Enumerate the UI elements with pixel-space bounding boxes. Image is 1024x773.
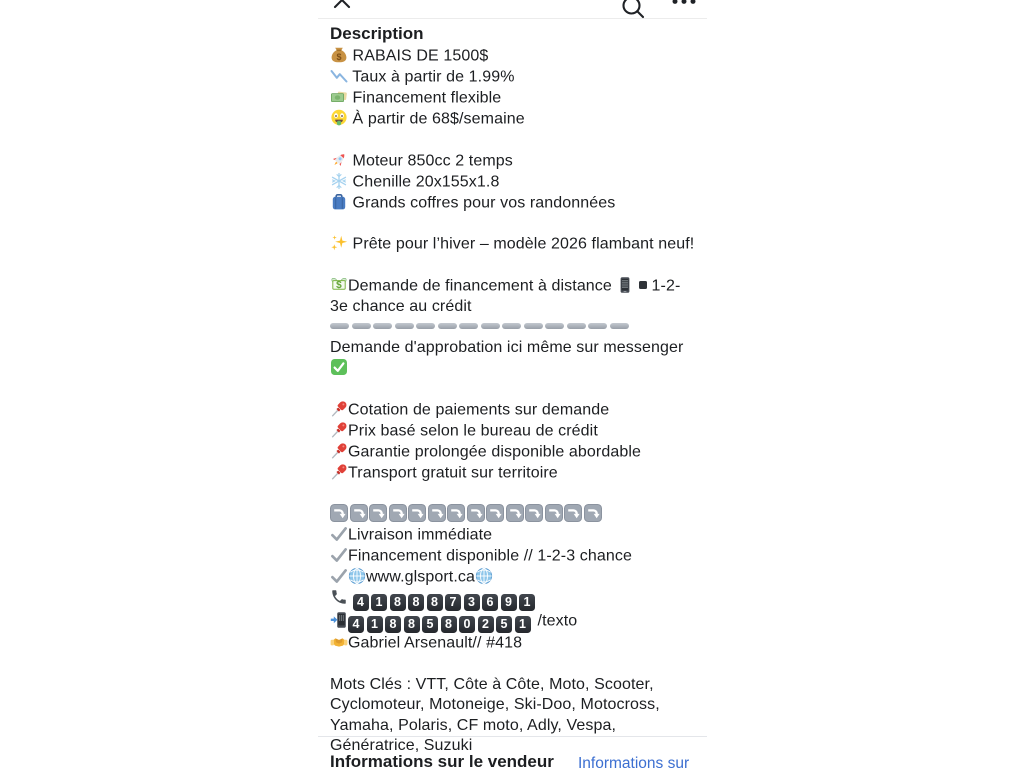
check-gray-icon	[330, 546, 348, 564]
keycap-digit: 9	[501, 594, 517, 611]
text-run: Prête pour l’hiver – modèle 2026 flambant neuf!	[348, 235, 695, 253]
description-line	[330, 88, 695, 109]
seller-info-link[interactable]: Informations sur	[578, 755, 690, 772]
description-line	[330, 421, 695, 442]
arrow-curve-down-icon	[369, 504, 387, 522]
description-line	[330, 46, 695, 67]
globe-icon	[475, 567, 493, 585]
arrow-curve-down-icon	[428, 504, 446, 522]
close-icon[interactable]	[331, 0, 353, 11]
keycap-digit: 5	[422, 616, 438, 633]
text-run: 1-2-3e chance au crédit	[330, 277, 681, 315]
globe-icon	[348, 567, 366, 585]
description-line	[330, 109, 695, 130]
blank-line	[330, 130, 695, 151]
heavy-minus-icon	[502, 323, 521, 329]
sparkles-icon	[330, 234, 348, 252]
text-run: Transport gratuit sur territoire	[348, 464, 558, 481]
rocket-icon	[330, 151, 348, 169]
keycap-digit: 5	[496, 616, 512, 633]
description-line	[330, 172, 695, 193]
banknote-icon	[330, 88, 348, 106]
description-line	[330, 546, 695, 567]
pushpin-icon	[330, 463, 348, 481]
heavy-minus-icon	[567, 323, 586, 329]
text-run: Financement flexible	[348, 89, 502, 107]
arrow-curve-down-icon	[447, 504, 465, 522]
arrow-curve-down-icon	[506, 504, 524, 522]
description-line	[330, 338, 695, 380]
heavy-minus-icon	[524, 323, 543, 329]
description-line	[330, 633, 695, 654]
keycap-digit: 8	[427, 594, 443, 611]
text-run: Taux à partir de 1.99%	[348, 68, 515, 86]
heavy-minus-icon	[438, 323, 457, 329]
text-run: Demande de financement à distance	[348, 277, 617, 294]
text-run: À partir de 68$/semaine	[348, 110, 525, 128]
heavy-minus-icon	[481, 323, 500, 329]
keycap-digit: 1	[367, 616, 383, 633]
seller-heading: Informations sur le vendeur	[330, 752, 554, 771]
text-run	[348, 590, 353, 607]
description-line	[330, 463, 695, 484]
luggage-icon	[330, 193, 348, 211]
svg-text:$: $	[336, 51, 342, 62]
blank-line	[330, 654, 695, 675]
keycap-digit: 1	[371, 594, 387, 611]
description-line	[330, 525, 695, 546]
black-small-square-icon	[639, 281, 647, 289]
text-run: Demande d'approbation ici même sur messenger	[330, 338, 684, 356]
keycap-digit: 7	[445, 594, 461, 611]
seller-section	[318, 736, 707, 772]
keycap-digit: 4	[348, 616, 364, 633]
description-line	[330, 567, 695, 588]
arrow-curve-down-icon	[545, 504, 563, 522]
svg-text:$: $	[336, 279, 342, 291]
text-run: Gabriel Arsenault// #418	[348, 634, 523, 652]
description-line	[330, 193, 695, 214]
keycap-digit: 8	[408, 594, 424, 611]
pushpin-icon	[330, 442, 348, 460]
text-run: Moteur 850cc 2 temps	[348, 152, 513, 169]
listing-description-panel	[318, 0, 707, 772]
arrow-curve-down-icon	[389, 504, 407, 522]
pushpin-icon	[330, 421, 348, 439]
arrow-curve-down-icon	[525, 504, 543, 522]
keycap-digit: 8	[441, 616, 457, 633]
blank-line	[330, 255, 695, 276]
search-icon[interactable]	[620, 0, 646, 20]
description-line	[330, 588, 695, 611]
text-run: Garantie prolongée disponible abordable	[348, 443, 642, 460]
top-bar	[318, 0, 707, 19]
handshake-icon	[330, 633, 348, 651]
text-run: Mots Clés : VTT, Côte à Côte, Moto, Scooter, Cyclomoteur, Motoneige, Ski-Doo, Motocross, Yamaha, Polaris, CF moto, Adly, Vespa, Génératrice, Suzuki	[330, 675, 660, 754]
heavy-minus-icon	[416, 323, 435, 329]
keycap-digit: 1	[515, 616, 531, 633]
phone-arrow-icon	[330, 611, 348, 629]
description-line	[330, 611, 695, 634]
arrow-curve-down-icon	[584, 504, 602, 522]
check-gray-icon	[330, 567, 348, 585]
arrow-curve-down-icon	[486, 504, 504, 522]
description-line	[330, 400, 695, 421]
text-run: Grands coffres pour vos randonnées	[348, 194, 616, 211]
description-line	[330, 317, 695, 338]
keycap-digit: 8	[404, 616, 420, 633]
check-gray-icon	[330, 525, 348, 543]
keycap-digit: 8	[390, 594, 406, 611]
keycap-digit: 6	[482, 594, 498, 611]
text-run: Cotation de paiements sur demande	[348, 401, 610, 418]
arrow-curve-down-icon	[330, 504, 348, 522]
money-with-wings-icon	[330, 276, 348, 294]
keycap-digit: 4	[353, 594, 369, 611]
description-line	[330, 504, 695, 525]
heavy-minus-icon	[545, 323, 564, 329]
arrow-curve-down-icon	[564, 504, 582, 522]
blank-line	[330, 214, 695, 235]
heavy-minus-icon	[610, 323, 629, 329]
description-heading: Description	[330, 24, 424, 43]
more-icon[interactable]	[671, 0, 697, 6]
heavy-minus-icon	[395, 323, 414, 329]
description-line	[330, 67, 695, 88]
text-run: /texto	[533, 612, 578, 629]
keycap-digit: 8	[385, 616, 401, 633]
description-text	[318, 46, 707, 757]
description-line	[330, 276, 695, 318]
phone-receiver-icon	[330, 588, 348, 606]
keycap-digit: 0	[459, 616, 475, 633]
heavy-minus-icon	[352, 323, 371, 329]
heavy-minus-icon	[330, 323, 349, 329]
heavy-minus-icon	[588, 323, 607, 329]
snowflake-icon	[330, 172, 348, 190]
keycap-digit: 2	[478, 616, 494, 633]
arrow-curve-down-icon	[467, 504, 485, 522]
heavy-minus-icon	[373, 323, 392, 329]
check-mark-green-icon	[330, 358, 348, 376]
text-run: RABAIS DE 1500$	[348, 47, 489, 65]
blank-line	[330, 379, 695, 400]
text-run: Livraison immédiate	[348, 526, 493, 544]
text-run: Financement disponible // 1-2-3 chance	[348, 547, 632, 565]
description-line	[330, 442, 695, 463]
money-bag-icon	[330, 46, 348, 64]
description-line	[330, 151, 695, 172]
text-run: Chenille 20x155x1.8	[348, 173, 500, 190]
text-run: Prix basé selon le bureau de crédit	[348, 422, 598, 439]
keycap-digit: 1	[519, 594, 535, 611]
money-mouth-face-icon	[330, 109, 348, 127]
mobile-phone-icon	[616, 276, 634, 294]
blank-line	[330, 484, 695, 505]
heavy-minus-icon	[459, 323, 478, 329]
pushpin-icon	[330, 400, 348, 418]
arrow-curve-down-icon	[350, 504, 368, 522]
keycap-digit: 3	[464, 594, 480, 611]
chart-decreasing-icon	[330, 67, 348, 85]
description-line	[330, 234, 695, 255]
arrow-curve-down-icon	[408, 504, 426, 522]
text-run: www.glsport.ca	[366, 568, 475, 586]
